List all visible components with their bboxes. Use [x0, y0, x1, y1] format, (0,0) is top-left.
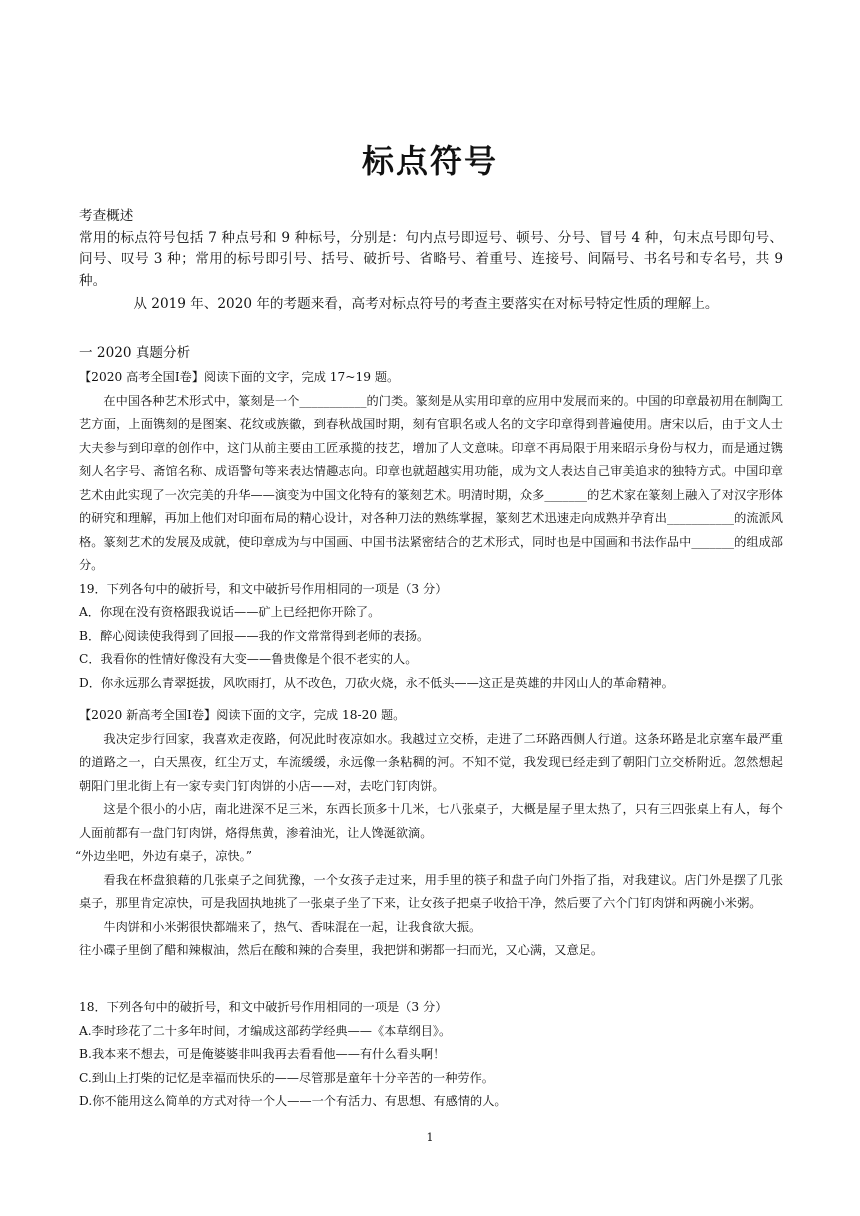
option-a: A．你现在没有资格跟我说话——矿上已经把你开除了。: [79, 605, 381, 619]
passage-paragraph: 看我在杯盘狼藉的几张桌子之间犹豫，一个女孩子走过来，用手里的筷子和盘子向门外指了指，对我建议。店门外是摆了几张桌子，那里肯定凉快，可是我固执地挑了一张桌子坐了下来，让女孩子把桌子收拾干净，然后要了六个门钉肉饼和两碗小米粥。: [79, 872, 783, 910]
option-a: A.李时珍花了二十多年时间，才编成这部药学经典——《本草纲目》。: [79, 1023, 452, 1038]
option-b: B.我本来不想去，可是俺婆婆非叫我再去看看他——有什么看头啊！: [79, 1047, 446, 1061]
question-header: 【2020 高考全国Ⅰ卷】阅读下面的文字，完成 17~19 题。: [79, 370, 400, 384]
overview-section: [79, 206, 783, 316]
question-block-2-options: [79, 996, 783, 1114]
overview-heading: 考查概述: [79, 208, 134, 224]
option-d: D．你永远那么青翠挺拔，风吹雨打，从不改色，刀砍火烧，永不低头——这正是英雄的井冈山人的革命精神。: [79, 675, 674, 690]
question-block-1: [79, 366, 783, 695]
passage-dialogue: “外边坐吧，外边有桌子，凉快。”: [75, 849, 252, 863]
option-b: B．醉心阅读使我得到了回报——我的作文常常得到老师的表扬。: [79, 628, 430, 643]
option-c: C．我看你的性情好像没有大变——鲁贵像是个很不老实的人。: [79, 652, 418, 666]
passage-paragraph: 这是个很小的小店，南北进深不足三米，东西长顶多十几米，七八张桌子，大概是屋子里太热了，只有三四张桌上有人，每个人面前都有一盘门钉肉饼，烙得焦黄，渗着油光，让人馋涎欲滴。: [79, 802, 783, 840]
passage-paragraph: 我决定步行回家，我喜欢走夜路，何况此时夜凉如水。我越过立交桥，走进了二环路西侧人行道。这条环路是北京塞车最严重的道路之一，白天黑夜，红尘万丈，车流缓缓，永远像一条粘稠的河。不知不觉，我发现已经走到了朝阳门立交桥附近。忽然想起朝阳门里北街上有一家专卖门钉肉饼的小店——对，去吃门钉肉饼。: [79, 731, 783, 793]
page-number: 1: [426, 1131, 434, 1144]
page-title: 标点符号: [361, 142, 498, 180]
overview-paragraph: 常用的标点符号包括 7 种点号和 9 种标号，分别是：句内点号即逗号、顿号、分号、冒号 4 种，句末点号即句号、问号、叹号 3 种；常用的标号即引号、括号、破折号、省略号、着重号、连接号、间隔号、书名号和专名号，共 9 种。: [79, 229, 783, 289]
reading-passage: 在中国各种艺术形式中，篆刻是一个___________的门类。篆刻是从实用印章的应用中发展而来的。中国的印章最初用在制陶工艺方面，上面镌刻的是图案、花纹或族徽，到春秋战国时期，刻有官职名或人名的文字印章得到普遍使用。唐宋以后，由于文人士大夫参与到印章的创作中，这门从前主要由工匠承揽的技艺，增加了人文意味。印章不再局限于用来昭示身份与权力，而是通过镌刻人名字号、斋馆名称、成语警句等来表达情趣志向。印章也就超越实用功能，成为文人表达自己审美追求的独特方式。中国印章艺术由此实现了一次完美的升华——演变为中国文化特有的篆刻艺术。明清时期，众多_______的艺术家在篆刻上融入了对汉字形体的研究和理解，再加上他们对印面布局的精心设计，对各种刀法的熟练掌握，篆刻艺术迅速走向成熟并孕育出___________的流派风格。篆刻艺术的发展及成就，使印章成为与中国画、中国书法紧密结合的艺术形式，同时也是中国画和书法作品中_______的组成部分。: [79, 393, 783, 572]
option-d: D.你不能用这么简单的方式对待一个人——一个有活力、有思想、有感情的人。: [79, 1094, 507, 1108]
question-stem: 19．下列各句中的破折号，和文中破折号作用相同的一项是（3 分）: [79, 581, 448, 596]
question-header: 【2020 新高考全国Ⅰ卷】阅读下面的文字，完成 18-20 题。: [79, 708, 406, 722]
overview-summary: 从 2019 年、2020 年的考题来看，高考对标点符号的考查主要落实在对标号特定性质的理解上。: [133, 296, 719, 312]
question-block-2: [75, 704, 783, 963]
question-stem: 18．下列各句中的破折号，和文中破折号作用相同的一项是（3 分）: [79, 1000, 448, 1014]
option-c: C.到山上打柴的记忆是幸福而快乐的——尽管那是童年十分辛苦的一种劳作。: [79, 1070, 494, 1085]
passage-paragraph: 往小碟子里倒了醋和辣椒油，然后在酸和辣的合奏里，我把饼和粥都一扫而光，又心满，又意足。: [79, 943, 604, 957]
section-heading: 一 2020 真题分析: [79, 345, 191, 361]
passage-paragraph: 牛肉饼和小米粥很快都端来了，热气、香味混在一起，让我食欲大振。: [103, 919, 482, 934]
